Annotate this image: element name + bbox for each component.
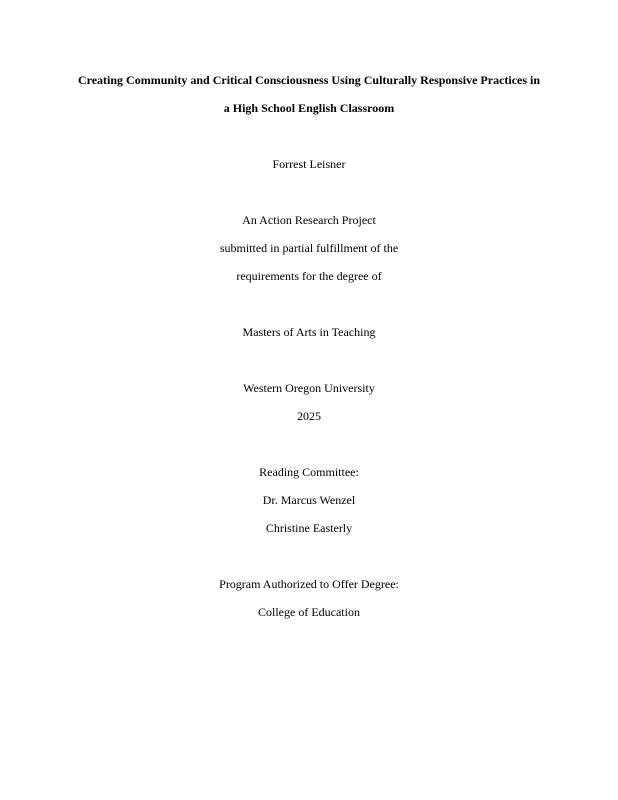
submission-year: 2025 [297,409,321,423]
program-name: College of Education [258,605,360,619]
title-line-2: a High School English Classroom [223,101,395,115]
submission-line-3: requirements for the degree of [236,269,382,283]
committee-member: Christine Easterly [265,521,353,535]
program-heading: Program Authorized to Offer Degree: [219,577,399,591]
institution-name: Western Oregon University [243,381,375,395]
degree-name: Masters of Arts in Teaching [242,325,376,339]
committee-heading: Reading Committee: [259,465,359,479]
committee-member: Dr. Marcus Wenzel [262,493,356,507]
submission-line-2: submitted in partial fulfillment of the [219,241,399,255]
title-line-1: Creating Community and Critical Consciousness Using Culturally Responsive Practices in [77,73,541,87]
author-name: Forrest Leisner [272,157,346,171]
submission-line-1: An Action Research Project [242,213,376,227]
